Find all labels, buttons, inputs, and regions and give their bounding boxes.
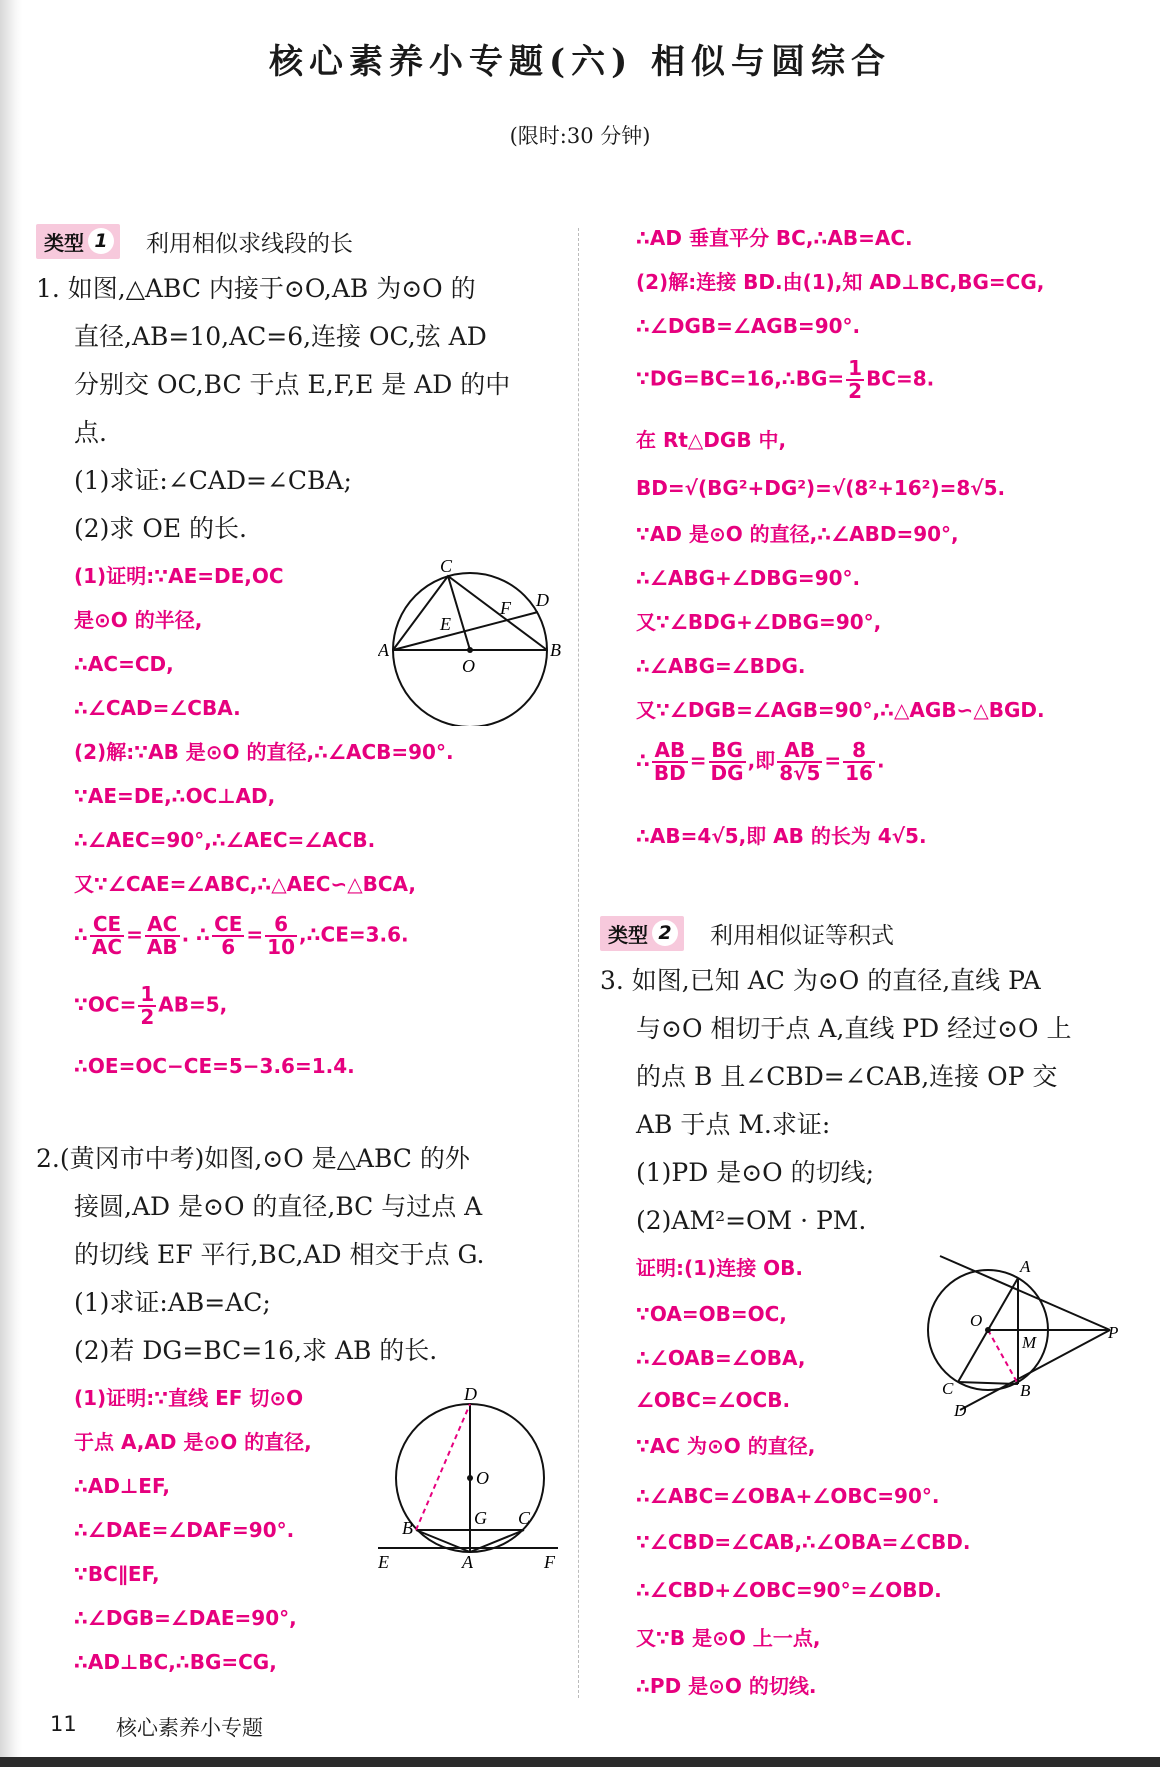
text: AB=5, bbox=[158, 992, 228, 1017]
answer1-line: ∴AC=CD, bbox=[74, 652, 174, 676]
answer1-line: 是⊙O 的半径, bbox=[74, 608, 203, 632]
fraction bbox=[145, 914, 180, 958]
label-d: D bbox=[954, 1401, 967, 1420]
figure2-diagram bbox=[378, 1382, 568, 1572]
answer2-line: ∴AD⊥BC,∴BG=CG, bbox=[74, 1650, 277, 1674]
footer-label: 核心素养小专题 bbox=[116, 1716, 263, 1740]
label-e: E bbox=[378, 1552, 389, 1572]
answer1-line: ∴∠AEC=90°,∴∠AEC=∠ACB. bbox=[74, 828, 376, 852]
numerator: 6 bbox=[265, 914, 297, 937]
numerator: AC bbox=[145, 914, 180, 937]
problem3-line: 与⊙O 相切于点 A,直线 PD 经过⊙O 上 bbox=[636, 1014, 1072, 1043]
answer3-line: ∵AC 为⊙O 的直径, bbox=[636, 1434, 816, 1458]
label-c: C bbox=[440, 556, 453, 576]
answer1-line: (1)证明:∵AE=DE,OC bbox=[74, 564, 284, 588]
label-d: D bbox=[464, 1384, 477, 1404]
denominator: 16 bbox=[845, 761, 873, 785]
label-p: P bbox=[1108, 1323, 1119, 1342]
numerator: 8 bbox=[843, 740, 875, 763]
problem2-line: 2.(黄冈市中考)如图,⊙O 是△ABC 的外 bbox=[36, 1144, 470, 1173]
page-number: 11 bbox=[50, 1712, 77, 1736]
label-f: F bbox=[544, 1552, 555, 1572]
section-tag-2 bbox=[600, 916, 894, 950]
section-tag-1 bbox=[36, 224, 353, 258]
problem2-line: 的切线 EF 平行,BC,AD 相交于点 G. bbox=[74, 1240, 485, 1269]
numerator: AB bbox=[652, 740, 688, 763]
denominator: AB bbox=[146, 935, 178, 959]
text: = bbox=[689, 748, 707, 773]
text: = bbox=[126, 922, 143, 947]
label-b: B bbox=[402, 1518, 413, 1538]
label-o: O bbox=[970, 1311, 983, 1330]
text: ,即 bbox=[747, 748, 776, 773]
fraction bbox=[90, 914, 124, 958]
answer2-line: ∴AD 垂直平分 BC,∴AB=AC. bbox=[636, 226, 913, 250]
answer1-fraction-line bbox=[74, 984, 227, 1028]
problem3-line: 3. 如图,已知 AC 为⊙O 的直径,直线 PA bbox=[600, 966, 1041, 995]
answer1-fraction-line bbox=[74, 914, 409, 958]
problem3-line: (1)PD 是⊙O 的切线; bbox=[636, 1158, 875, 1187]
answer1-line: 又∵∠CAE=∠ABC,∴△AEC∽△BCA, bbox=[74, 872, 416, 896]
answer2-line: ∴∠DAE=∠DAF=90°. bbox=[74, 1518, 295, 1542]
answer2-line: 又∵∠BDG+∠DBG=90°, bbox=[636, 610, 882, 634]
segment-bd-dashed bbox=[416, 1404, 470, 1530]
denominator: AC bbox=[91, 935, 123, 959]
denominator: 8√5 bbox=[779, 761, 821, 785]
tag-box bbox=[600, 916, 684, 951]
label-b: B bbox=[1020, 1381, 1031, 1400]
answer2-line: ∴∠DGB=∠DAE=90°, bbox=[74, 1606, 297, 1630]
answer3-line: ∴∠OAB=∠OBA, bbox=[636, 1346, 806, 1370]
denominator: DG bbox=[710, 761, 744, 785]
text: . ∴ bbox=[181, 922, 211, 947]
numerator: CE bbox=[90, 914, 124, 937]
numerator: AB bbox=[777, 740, 822, 763]
figure1-diagram bbox=[378, 556, 568, 726]
answer2-fraction-line bbox=[636, 740, 885, 784]
label-c: C bbox=[518, 1508, 531, 1528]
text: = bbox=[824, 748, 842, 773]
answer3-line: ∴∠ABC=∠OBA+∠OBC=90°. bbox=[636, 1484, 940, 1508]
answer2-line: (1)证明:∵直线 EF 切⊙O bbox=[74, 1386, 304, 1410]
numerator: BG bbox=[709, 740, 746, 763]
answer3-line: ∴∠CBD+∠OBC=90°=∠OBD. bbox=[636, 1578, 942, 1602]
label-c: C bbox=[942, 1379, 954, 1398]
problem1-line: (1)求证:∠CAD=∠CBA; bbox=[74, 466, 352, 495]
answer2-line: ∴AD⊥EF, bbox=[74, 1474, 170, 1498]
text: . bbox=[876, 748, 885, 773]
problem1-line: (2)求 OE 的长. bbox=[74, 514, 247, 543]
bottom-bar bbox=[0, 1757, 1160, 1767]
answer2-line: ∴∠DGB=∠AGB=90°. bbox=[636, 314, 861, 338]
triangle-abc bbox=[393, 576, 547, 650]
answer3-line: 又∵B 是⊙O 上一点, bbox=[636, 1626, 821, 1650]
denominator: 10 bbox=[267, 935, 296, 959]
column-divider bbox=[578, 228, 579, 1698]
problem2-line: (2)若 DG=BC=16,求 AB 的长. bbox=[74, 1336, 438, 1365]
tag-label: 类型 bbox=[44, 230, 84, 255]
text: = bbox=[246, 922, 264, 947]
text: ∴ bbox=[74, 922, 88, 947]
answer2-line: ∵BC∥EF, bbox=[74, 1562, 160, 1586]
answer2-line: ∴AB=4√5,即 AB 的长为 4√5. bbox=[636, 824, 927, 848]
problem3-line: 的点 B 且∠CBD=∠CAB,连接 OP 交 bbox=[636, 1062, 1058, 1091]
label-g: G bbox=[474, 1508, 487, 1528]
answer2-line: BD=√(BG²+DG²)=√(8²+16²)=8√5. bbox=[636, 476, 1006, 500]
problem2-line: (1)求证:AB=AC; bbox=[74, 1288, 271, 1317]
answer2-line: 于点 A,AD 是⊙O 的直径, bbox=[74, 1430, 312, 1454]
text: ∵OC= bbox=[74, 992, 137, 1017]
label-b: B bbox=[550, 640, 561, 660]
label-o: O bbox=[462, 656, 475, 676]
answer3-line: ∵OA=OB=OC, bbox=[636, 1302, 787, 1326]
chord-ad bbox=[393, 612, 538, 650]
numerator: 1 bbox=[140, 982, 155, 1006]
segment-oc bbox=[448, 576, 470, 650]
answer2-fraction-line bbox=[636, 358, 934, 402]
answer3-line: ∠OBC=∠OCB. bbox=[636, 1388, 791, 1412]
fraction bbox=[709, 740, 746, 784]
denominator: 2 bbox=[140, 1005, 155, 1029]
denominator: 6 bbox=[221, 935, 236, 959]
answer2-line: (2)解:连接 BD.由(1),知 AD⊥BC,BG=CG, bbox=[636, 270, 1045, 294]
numerator: 1 bbox=[848, 356, 863, 380]
problem1-line: 1. 如图,△ABC 内接于⊙O,AB 为⊙O 的 bbox=[36, 274, 476, 303]
section-title: 利用相似求线段的长 bbox=[146, 230, 353, 257]
label-a: A bbox=[378, 640, 389, 660]
label-e: E bbox=[440, 614, 451, 634]
fraction bbox=[212, 914, 244, 958]
text: ,∴CE=3.6. bbox=[299, 922, 409, 947]
tag-box bbox=[36, 224, 120, 259]
fraction bbox=[843, 740, 875, 784]
answer3-line: 证明:(1)连接 OB. bbox=[636, 1256, 804, 1280]
page-edge-shadow bbox=[0, 0, 22, 1767]
problem1-line: 点. bbox=[74, 418, 107, 447]
fraction bbox=[138, 984, 156, 1028]
label-m: M bbox=[1022, 1333, 1037, 1352]
tag-label: 类型 bbox=[608, 922, 648, 947]
figure3-diagram bbox=[920, 1250, 1120, 1425]
denominator: 2 bbox=[848, 379, 863, 403]
segment-cb bbox=[958, 1382, 1018, 1384]
label-o: O bbox=[476, 1468, 489, 1488]
label-d: D bbox=[536, 590, 549, 610]
answer3-line: ∵∠CBD=∠CAB,∴∠OBA=∠CBD. bbox=[636, 1530, 971, 1554]
time-limit: (限时:30 分钟) bbox=[509, 124, 651, 148]
fraction bbox=[265, 914, 297, 958]
answer2-line: ∴∠ABG+∠DBG=90°. bbox=[636, 566, 861, 590]
numerator: CE bbox=[214, 912, 243, 936]
answer2-line: ∴∠ABG=∠BDG. bbox=[636, 654, 806, 678]
page-title: 核心素养小专题(六) 相似与圆综合 bbox=[268, 42, 891, 82]
center-dot bbox=[467, 647, 473, 653]
text: ∵DG=BC=16,∴BG= bbox=[636, 366, 845, 391]
answer2-line: 在 Rt△DGB 中, bbox=[636, 428, 787, 452]
answer2-line: ∵AD 是⊙O 的直径,∴∠ABD=90°, bbox=[636, 522, 959, 546]
tag-number: 2 bbox=[652, 920, 678, 946]
center-dot bbox=[985, 1327, 991, 1333]
problem3-line: (2)AM²=OM · PM. bbox=[636, 1206, 867, 1235]
denominator: BD bbox=[653, 761, 686, 785]
fraction bbox=[652, 740, 688, 784]
text: ∴ bbox=[636, 748, 650, 773]
fraction bbox=[777, 740, 822, 784]
answer1-line: ∵AE=DE,∴OC⊥AD, bbox=[74, 784, 276, 808]
problem1-line: 直径,AB=10,AC=6,连接 OC,弦 AD bbox=[74, 322, 487, 351]
text: BC=8. bbox=[866, 366, 935, 391]
fraction bbox=[846, 358, 864, 402]
center-dot bbox=[467, 1475, 473, 1481]
segment-ob-dashed bbox=[988, 1330, 1018, 1384]
problem1-line: 分别交 OC,BC 于点 E,F,E 是 AD 的中 bbox=[74, 370, 511, 399]
label-a: A bbox=[1020, 1257, 1031, 1276]
section-title: 利用相似证等积式 bbox=[710, 922, 894, 949]
answer1-line: ∴∠CAD=∠CBA. bbox=[74, 696, 241, 720]
tag-number: 1 bbox=[88, 228, 114, 254]
problem3-line: AB 于点 M.求证: bbox=[636, 1110, 831, 1139]
answer1-line: (2)解:∵AB 是⊙O 的直径,∴∠ACB=90°. bbox=[74, 740, 454, 764]
problem2-line: 接圆,AD 是⊙O 的直径,BC 与过点 A bbox=[74, 1192, 483, 1221]
answer2-line: 又∵∠DGB=∠AGB=90°,∴△AGB∽△BGD. bbox=[636, 698, 1045, 722]
answer3-line: ∴PD 是⊙O 的切线. bbox=[636, 1674, 817, 1698]
label-a: A bbox=[462, 1552, 473, 1572]
label-f: F bbox=[500, 598, 511, 618]
answer1-line: ∴OE=OC−CE=5−3.6=1.4. bbox=[74, 1054, 355, 1078]
